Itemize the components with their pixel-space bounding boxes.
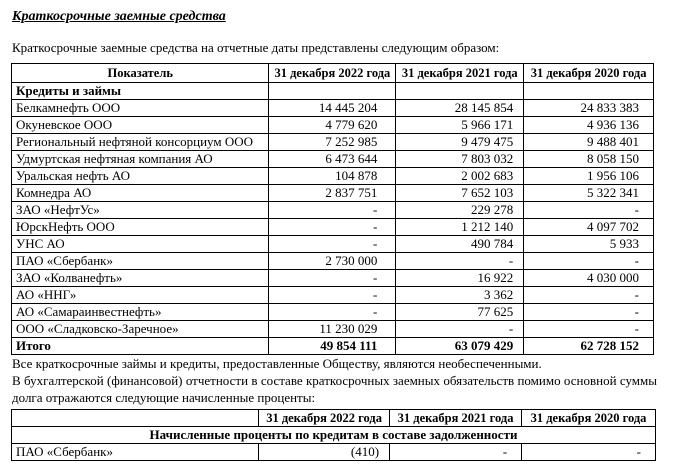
value-2020: 62 728 152 xyxy=(524,338,654,355)
value-2021: 28 145 854 xyxy=(396,100,524,117)
table-row xyxy=(12,100,654,117)
paragraph-interest: В бухгалтерской (финансовой) отчетности в составе краткосрочных заемных обязательств помимо основной суммы долга отражаются следующие начисленные проценты: xyxy=(12,373,657,405)
value-2020: 8 058 150 xyxy=(524,151,654,168)
table-row xyxy=(12,444,656,461)
section-row xyxy=(12,83,654,100)
value-2022: 104 878 xyxy=(269,168,396,185)
value-2021: 3 362 xyxy=(396,287,524,304)
value-2020: 9 488 401 xyxy=(524,134,654,151)
value-2022: 49 854 111 xyxy=(269,338,396,355)
total-row xyxy=(12,338,654,355)
value-2022: 6 473 644 xyxy=(269,151,396,168)
table-row xyxy=(12,168,654,185)
empty-cell xyxy=(269,83,396,100)
value-2021: 1 212 140 xyxy=(396,219,524,236)
table-row xyxy=(12,185,654,202)
row-name: ЗАО «НефтУс» xyxy=(12,202,269,219)
value-2022: - xyxy=(269,202,396,219)
row-name: Удмуртская нефтяная компания АО xyxy=(12,151,269,168)
value-2020: 5 933 xyxy=(524,236,654,253)
value-2020: - xyxy=(524,202,654,219)
header-2020: 31 декабря 2020 года xyxy=(524,64,654,83)
row-name: Региональный нефтяной консорциум ООО xyxy=(12,134,269,151)
table-row xyxy=(12,287,654,304)
header-indicator: Показатель xyxy=(12,64,269,83)
row-name: АО «Самараинвестнефть» xyxy=(12,304,269,321)
header-2021: 31 декабря 2021 года xyxy=(396,64,524,83)
subheader-label: Начисленные проценты по кредитам в составе задолженности xyxy=(12,427,656,444)
table-row xyxy=(12,134,654,151)
header-2020: 31 декабря 2020 года xyxy=(522,410,656,427)
row-name: АО «ННГ» xyxy=(12,287,269,304)
value-2021: 9 479 475 xyxy=(396,134,524,151)
paragraph-unsecured: Все краткосрочные займы и кредиты, предоставленные Обществу, являются необеспеченными. xyxy=(12,356,542,371)
row-name: Итого xyxy=(12,338,269,355)
value-2020: - xyxy=(524,321,654,338)
value-2020: 24 833 383 xyxy=(524,100,654,117)
value-2021: 16 922 xyxy=(396,270,524,287)
header-2022: 31 декабря 2022 года xyxy=(259,410,390,427)
table-row xyxy=(12,304,654,321)
table-header-row xyxy=(12,410,656,427)
table-header-row xyxy=(12,64,654,83)
table-row xyxy=(12,117,654,134)
value-2020: 1 956 106 xyxy=(524,168,654,185)
section-label: Кредиты и займы xyxy=(12,83,269,100)
row-name: ЮрскНефть ООО xyxy=(12,219,269,236)
value-2021: 5 966 171 xyxy=(396,117,524,134)
row-name: Белкамнефть ООО xyxy=(12,100,269,117)
value-2020: - xyxy=(524,287,654,304)
borrowings-table xyxy=(11,63,654,355)
value-2020: - xyxy=(522,444,656,461)
value-2021: 7 652 103 xyxy=(396,185,524,202)
value-2021: 7 803 032 xyxy=(396,151,524,168)
table-row xyxy=(12,253,654,270)
subheader-row xyxy=(12,427,656,444)
row-name: ЗАО «Колванефть» xyxy=(12,270,269,287)
table-row xyxy=(12,151,654,168)
table-row xyxy=(12,236,654,253)
value-2022: 4 779 620 xyxy=(269,117,396,134)
value-2022: - xyxy=(269,236,396,253)
table-row xyxy=(12,202,654,219)
value-2020: 4 097 702 xyxy=(524,219,654,236)
section-heading: Краткосрочные заемные средства xyxy=(12,9,226,24)
header-2021: 31 декабря 2021 года xyxy=(390,410,522,427)
value-2021: 77 625 xyxy=(396,304,524,321)
row-name: ПАО «Сбербанк» xyxy=(12,444,259,461)
value-2021: 2 002 683 xyxy=(396,168,524,185)
table-row xyxy=(12,219,654,236)
value-2020: 4 936 136 xyxy=(524,117,654,134)
value-2021: 229 278 xyxy=(396,202,524,219)
value-2022: 7 252 985 xyxy=(269,134,396,151)
row-name: Комнедра АО xyxy=(12,185,269,202)
intro-text: Краткосрочные заемные средства на отчетные даты представлены следующим образом: xyxy=(12,40,500,55)
value-2021: - xyxy=(396,253,524,270)
value-2021: 63 079 429 xyxy=(396,338,524,355)
value-2022: 14 445 204 xyxy=(269,100,396,117)
value-2022: 11 230 029 xyxy=(269,321,396,338)
value-2022: - xyxy=(269,287,396,304)
header-blank xyxy=(12,410,259,427)
value-2022: 2 730 000 xyxy=(269,253,396,270)
value-2020: 4 030 000 xyxy=(524,270,654,287)
value-2022: (410) xyxy=(259,444,390,461)
value-2020: - xyxy=(524,253,654,270)
value-2022: - xyxy=(269,270,396,287)
value-2022: - xyxy=(269,219,396,236)
value-2022: 2 837 751 xyxy=(269,185,396,202)
interest-table xyxy=(11,409,656,461)
value-2020: 5 322 341 xyxy=(524,185,654,202)
row-name: Уральская нефть АО xyxy=(12,168,269,185)
empty-cell xyxy=(524,83,654,100)
value-2022: - xyxy=(269,304,396,321)
value-2021: - xyxy=(396,321,524,338)
table-row xyxy=(12,321,654,338)
row-name: ПАО «Сбербанк» xyxy=(12,253,269,270)
value-2020: - xyxy=(524,304,654,321)
empty-cell xyxy=(396,83,524,100)
row-name: Окуневское ООО xyxy=(12,117,269,134)
value-2021: 490 784 xyxy=(396,236,524,253)
row-name: УНС АО xyxy=(12,236,269,253)
row-name: ООО «Сладковско-Заречное» xyxy=(12,321,269,338)
header-2022: 31 декабря 2022 года xyxy=(269,64,396,83)
table-row xyxy=(12,270,654,287)
value-2021: - xyxy=(390,444,522,461)
